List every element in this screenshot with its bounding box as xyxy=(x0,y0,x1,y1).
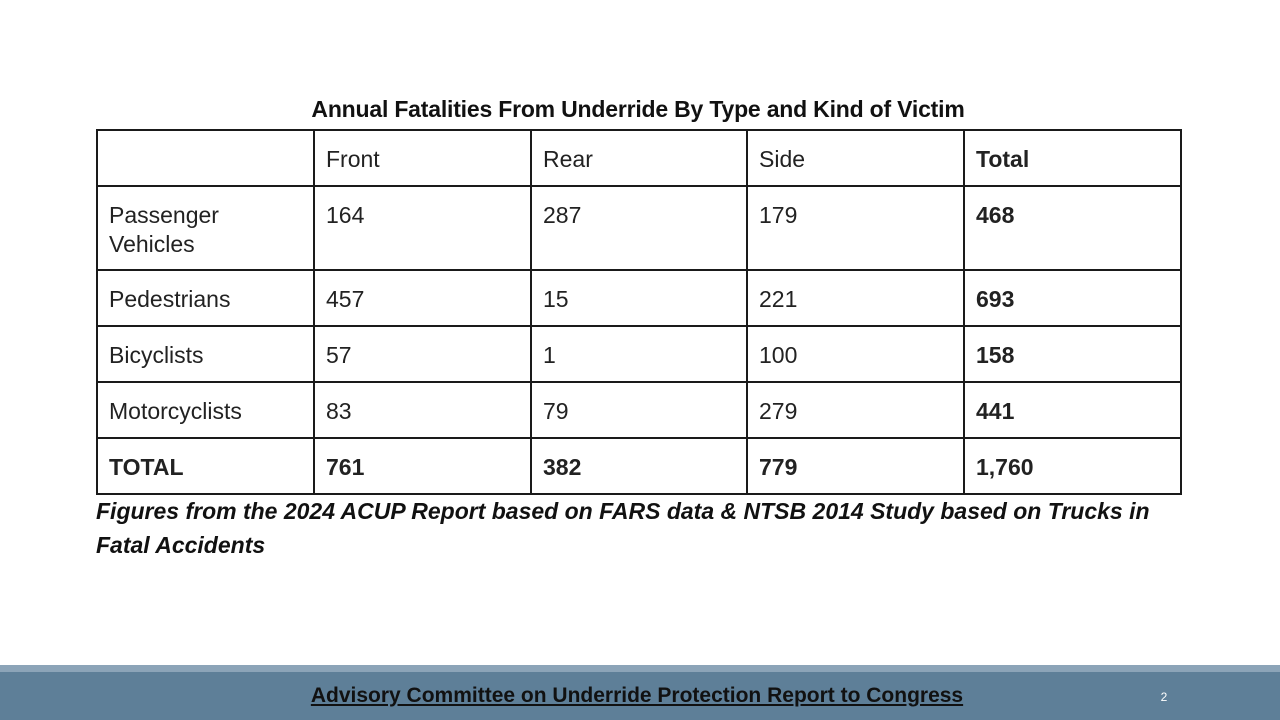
cell-total: 468 xyxy=(964,186,1181,270)
table-row xyxy=(97,270,1181,326)
cell-total: 441 xyxy=(964,382,1181,438)
cell-front: 83 xyxy=(314,382,531,438)
row-label: Motorcyclists xyxy=(97,382,314,438)
cell-side: 179 xyxy=(747,186,964,270)
row-label: Bicyclists xyxy=(97,326,314,382)
row-label: Pedestrians xyxy=(97,270,314,326)
footer-title: Advisory Committee on Underride Protection Report to Congress xyxy=(310,684,964,707)
row-label: Passenger Vehicles xyxy=(97,186,314,270)
cell-total: 1,760 xyxy=(964,438,1181,494)
cell-side: 100 xyxy=(747,326,964,382)
source-footnote: Figures from the 2024 ACUP Report based on FARS data & NTSB 2014 Study based on Trucks in Fatal Accidents xyxy=(96,498,1150,558)
cell-side: 779 xyxy=(747,438,964,494)
cell-rear: 79 xyxy=(531,382,747,438)
cell-total: 693 xyxy=(964,270,1181,326)
page-number: 2 xyxy=(1160,690,1168,704)
row-label: TOTAL xyxy=(97,438,314,494)
cell-front: 57 xyxy=(314,326,531,382)
cell-rear: 287 xyxy=(531,186,747,270)
table-title: Annual Fatalities From Underride By Type and Kind of Victim xyxy=(311,96,965,122)
footer-divider xyxy=(0,665,1280,672)
header-cell-total: Total xyxy=(964,130,1181,186)
table-total-row xyxy=(97,438,1181,494)
cell-total: 158 xyxy=(964,326,1181,382)
cell-front: 457 xyxy=(314,270,531,326)
header-cell-side: Side xyxy=(747,130,964,186)
table-row xyxy=(97,382,1181,438)
cell-side: 279 xyxy=(747,382,964,438)
cell-rear: 1 xyxy=(531,326,747,382)
header-cell-empty xyxy=(97,130,314,186)
cell-rear: 15 xyxy=(531,270,747,326)
cell-front: 761 xyxy=(314,438,531,494)
header-cell-rear: Rear xyxy=(531,130,747,186)
table-row xyxy=(97,186,1181,270)
fatalities-table xyxy=(96,129,1182,495)
cell-side: 221 xyxy=(747,270,964,326)
header-cell-front: Front xyxy=(314,130,531,186)
table-header-row xyxy=(97,130,1181,186)
cell-front: 164 xyxy=(314,186,531,270)
cell-rear: 382 xyxy=(531,438,747,494)
table-row xyxy=(97,326,1181,382)
